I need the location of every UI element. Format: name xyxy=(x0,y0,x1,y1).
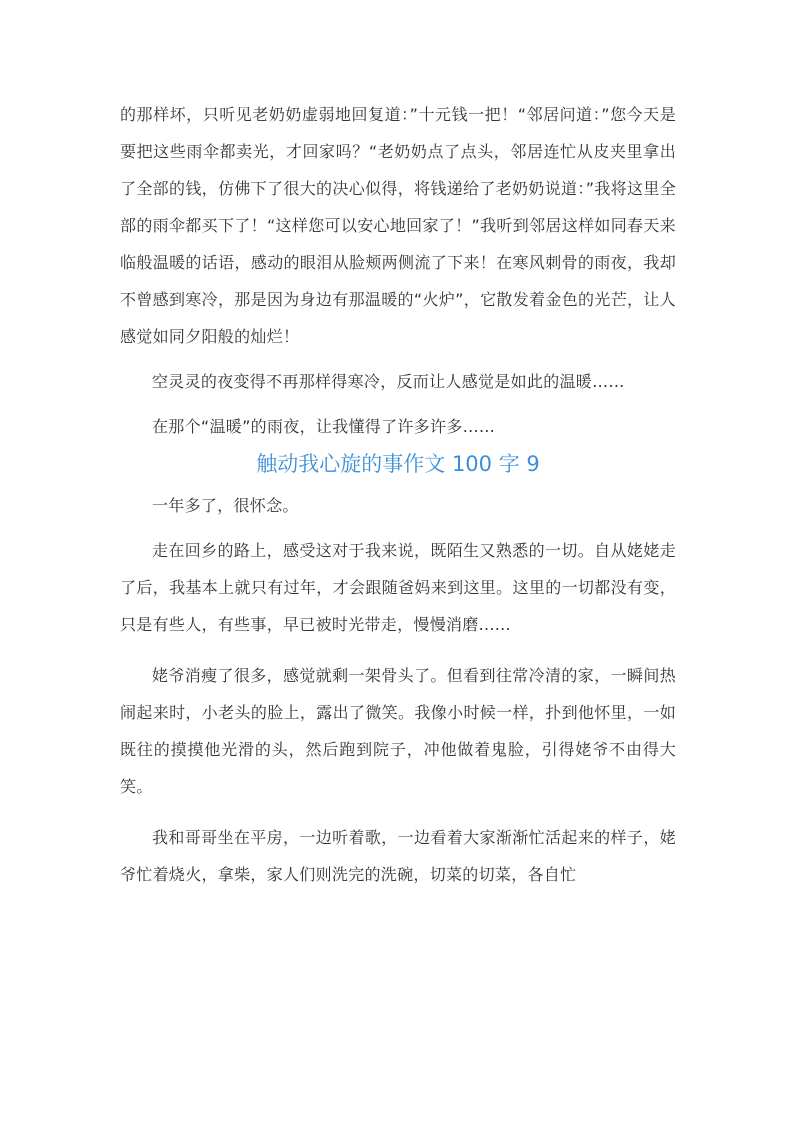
paragraph: 我和哥哥坐在平房，一边听着歌，一边看着大家渐渐忙活起来的样子，姥爷忙着烧火，拿柴，家人们则洗完的洗碗，切菜的切菜，各自忙 xyxy=(120,828,676,884)
paragraph: 走在回乡的路上，感受这对于我来说，既陌生又熟悉的一切。自从姥姥走了后，我基本上就只有过年，才会跟随爸妈来到这里。这里的一切都没有变，只是有些人，有些事，早已被时光带走，慢慢消磨...... xyxy=(120,541,676,634)
paragraph: 姥爷消瘦了很多，感觉就剩一架骨头了。但看到往常冷清的家，一瞬间热闹起来时，小老头的脸上，露出了微笑。我像小时候一样，扑到他怀里，一如既往的摸摸他光滑的头，然后跑到院子，冲他做着鬼脸，引得姥爷不由得大笑。 xyxy=(120,666,676,796)
paragraph-continued: 的那样坏，只听见老奶奶虚弱地回复道：”十元钱一把！“邻居问道：”您今天是要把这些雨伞都卖光，才回家吗？“老奶奶点了点头，邻居连忙从皮夹里拿出了全部的钱，仿佛下了很大的决心似得，将钱递给了老奶奶说道：”我将这里全部的雨伞都买下了！“这样您可以安心地回家了！”我听到邻居这样如同春天来临般温暖的话语，感动的眼泪从脸颊两侧流了下来！在寒风刺骨的雨夜，我却不曾感到寒冷，那是因为身边有那温暖的“火炉”，它散发着金色的光芒，让人感觉如同夕阳般的灿烂！ xyxy=(120,105,676,346)
paragraph: 在那个“温暖”的雨夜，让我懂得了许多许多…… xyxy=(152,417,496,436)
paragraph: 一年多了，很怀念。 xyxy=(152,496,299,515)
section-heading: 触动我心旋的事作文 100 字 9 xyxy=(256,452,540,476)
paragraph: 空灵灵的夜变得不再那样得寒冷，反而让人感觉是如此的温暖…… xyxy=(152,372,625,391)
document-body xyxy=(120,96,676,893)
